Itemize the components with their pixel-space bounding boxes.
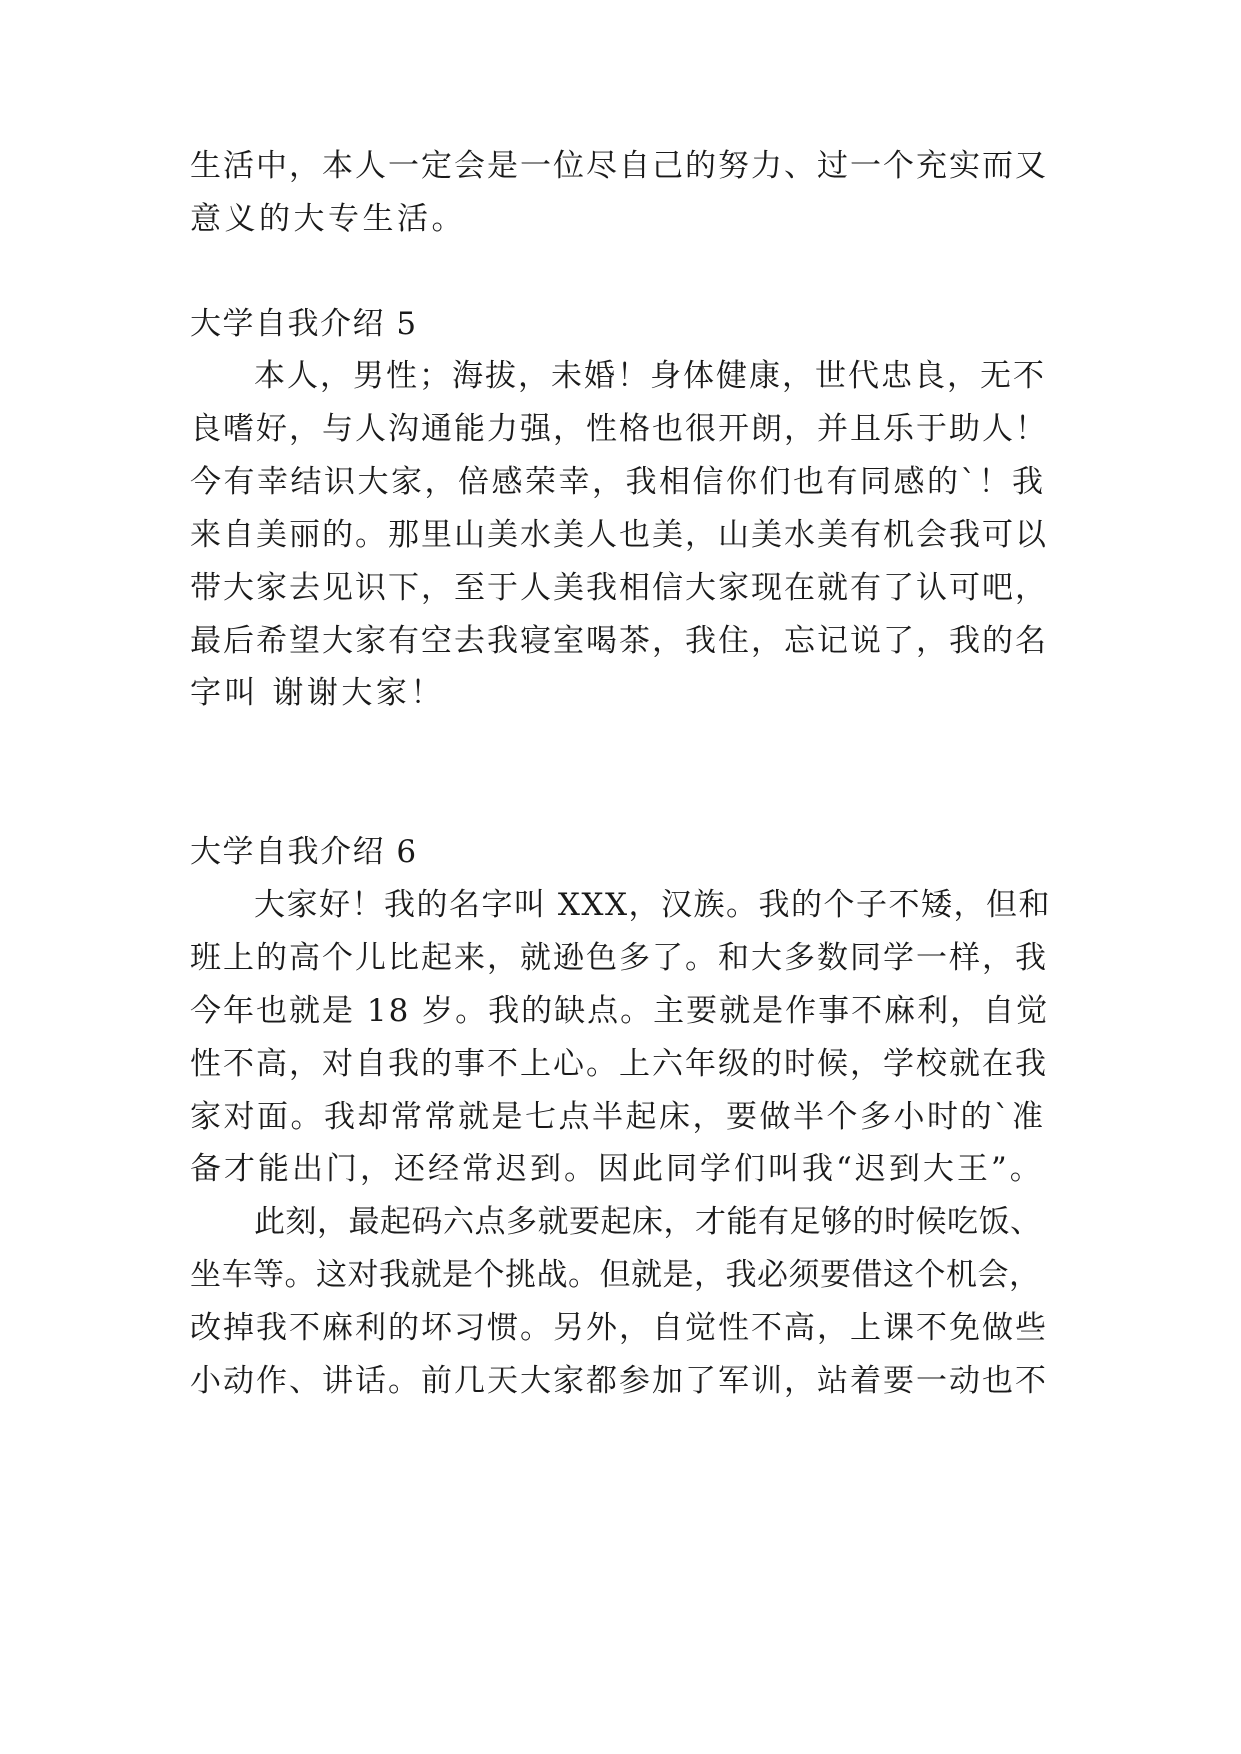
paragraph-line: 大家好！我的名字叫 XXX，汉族。我的个子不矮，但和 (254, 887, 1052, 923)
paragraph-line: 意义的大专生活。 (190, 201, 466, 237)
paragraph-line: 小动作、讲话。前几天大家都参加了军训，站着要一动也不 (190, 1363, 1048, 1399)
paragraph-line: 今年也就是 18 岁。我的缺点。主要就是作事不麻利，自觉 (190, 993, 1050, 1029)
paragraph-line: 生活中，本人一定会是一位尽自己的努力、过一个充实而又 (190, 148, 1048, 184)
paragraph-line: 来自美丽的。那里山美水美人也美，山美水美有机会我可以 (190, 517, 1048, 553)
paragraph-line: 本人，男性；海拔，未婚！身体健康，世代忠良，无不 (254, 358, 1046, 394)
paragraph-line: 备才能出门，还经常迟到。因此同学们叫我“迟到大王”。 (190, 1151, 1044, 1187)
paragraph-line: 带大家去见识下，至于人美我相信大家现在就有了认可吧， (190, 570, 1048, 606)
paragraph-line: 家对面。我却常常就是七点半起床，要做半个多小时的`准 (190, 1099, 1046, 1135)
paragraph-line: 性不高，对自我的事不上心。上六年级的时候，学校就在我 (190, 1046, 1048, 1082)
paragraph-line: 最后希望大家有空去我寝室喝茶，我住，忘记说了，我的名 (190, 623, 1048, 659)
paragraph-line: 今有幸结识大家，倍感荣幸，我相信你们也有同感的`！我 (190, 464, 1046, 500)
paragraph-line: 此刻，最起码六点多就要起床，才能有足够的时候吃饭、 (254, 1204, 1042, 1240)
section-heading: 大学自我介绍 6 (190, 834, 418, 870)
paragraph-line: 字叫 谢谢大家！ (190, 675, 445, 711)
paragraph-line: 良嗜好，与人沟通能力强，性格也很开朗，并且乐于助人！ (190, 411, 1048, 447)
section-heading: 大学自我介绍 5 (190, 306, 418, 342)
paragraph-line: 班上的高个儿比起来，就逊色多了。和大多数同学一样，我 (190, 940, 1048, 976)
paragraph-line: 坐车等。这对我就是个挑战。但就是，我必须要借这个机会， (190, 1257, 1041, 1293)
paragraph-line: 改掉我不麻利的坏习惯。另外，自觉性不高，上课不免做些 (190, 1310, 1048, 1346)
